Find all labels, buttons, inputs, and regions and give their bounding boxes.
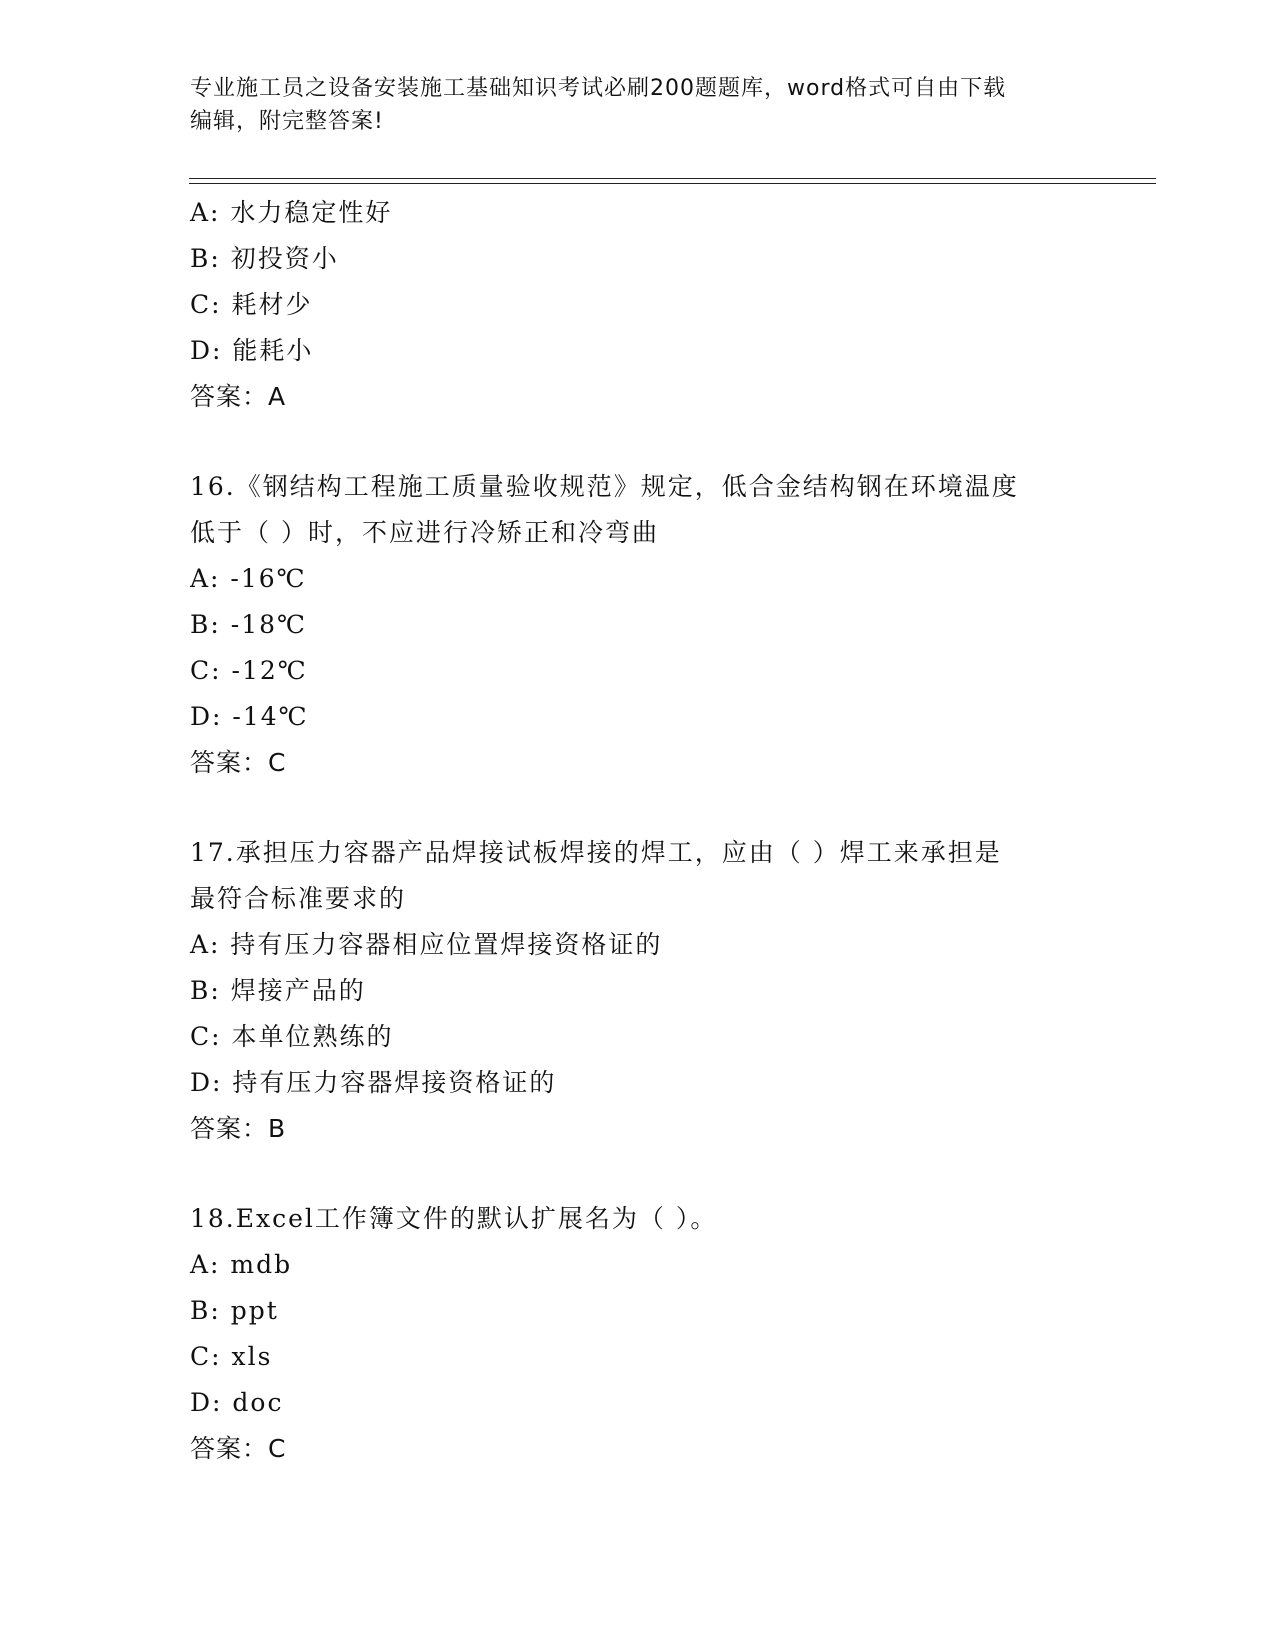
- option-c: C: 本单位熟练的: [190, 1022, 394, 1051]
- question-text-line-2: 最符合标准要求的: [190, 884, 407, 913]
- question-block-15: [190, 190, 1090, 420]
- option-b: B: 初投资小: [190, 244, 339, 273]
- question-block-17: [190, 830, 1090, 1152]
- page-header: [190, 72, 1090, 138]
- option-d: D: 持有压力容器焊接资格证的: [190, 1068, 557, 1097]
- option-d: D: 能耗小: [190, 336, 314, 365]
- option-d: D: -14℃: [190, 702, 309, 731]
- option-a: A: 持有压力容器相应位置焊接资格证的: [190, 930, 663, 959]
- answer-line: 答案：C: [190, 748, 287, 777]
- option-a: A: -16℃: [190, 564, 307, 593]
- answer-line: 答案：B: [190, 1114, 287, 1143]
- question-block-16: [190, 464, 1090, 786]
- question-text-line-1: 18.Excel工作簿文件的默认扩展名为（ ）。: [190, 1204, 718, 1233]
- answer-line: 答案：C: [190, 1434, 287, 1463]
- option-b: B: 焊接产品的: [190, 976, 366, 1005]
- option-c: C: xls: [190, 1342, 273, 1371]
- question-block-18: [190, 1196, 1090, 1472]
- option-c: C: -12℃: [190, 656, 308, 685]
- option-a: A: mdb: [190, 1250, 293, 1279]
- option-b: B: ppt: [190, 1296, 279, 1325]
- option-d: D: doc: [190, 1388, 284, 1417]
- header-title-line-2: 编辑，附完整答案!: [190, 109, 384, 134]
- option-c: C: 耗材少: [190, 290, 313, 319]
- question-text-line-1: 16.《钢结构工程施工质量验收规范》规定，低合金结构钢在环境温度: [190, 472, 1019, 501]
- question-text-line-2: 低于（ ）时，不应进行冷矫正和冷弯曲: [190, 518, 659, 547]
- header-title-line-1: 专业施工员之设备安装施工基础知识考试必刷200题题库，word格式可自由下载: [190, 76, 1007, 101]
- option-a: A: 水力稳定性好: [190, 198, 393, 227]
- question-text-line-1: 17.承担压力容器产品焊接试板焊接的焊工，应由（ ）焊工来承担是: [190, 838, 1002, 867]
- question-list: [190, 190, 1090, 1472]
- answer-line: 答案：A: [190, 382, 287, 411]
- option-b: B: -18℃: [190, 610, 307, 639]
- header-divider: [189, 178, 1156, 184]
